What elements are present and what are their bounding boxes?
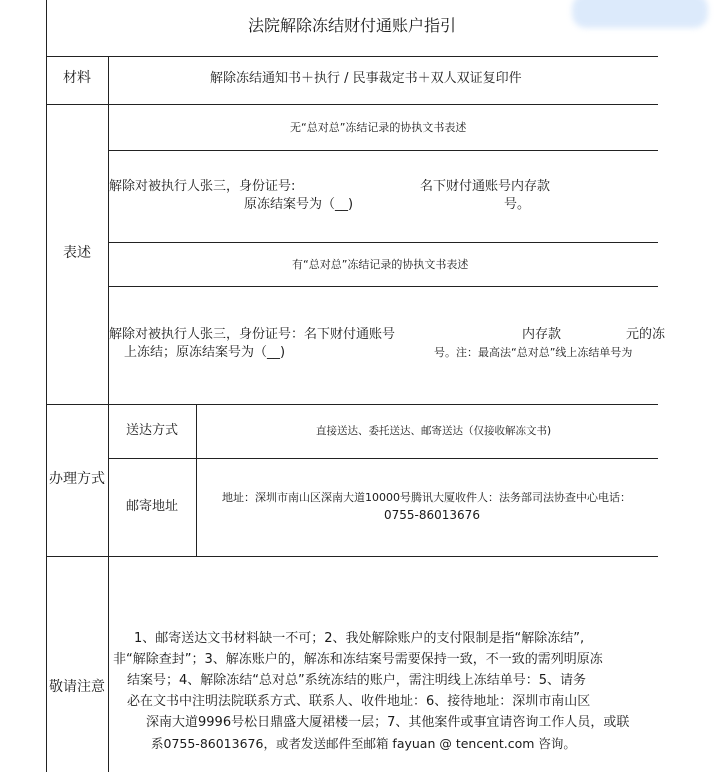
notice-line-5: 深南大道9996号松日鼎盛大厦裙楼一层；7、其他案件或事宜请咨询工作人员，或联 bbox=[146, 715, 630, 730]
notice-line-2: 非“解除查封”；3、解冻账户的，解冻和冻结案号需要保持一致，不一致的需列明原冻 bbox=[113, 652, 603, 667]
case1-header-bottom bbox=[108, 150, 658, 151]
address-line1: 地址：深圳市南山区深南大道10000号腾讯大厦收件人：法务部司法协查中心电话： bbox=[222, 491, 631, 504]
notice-line-1: 1、邮寄送达文书材料缺一不可；2、我处解除账户的支付限制是指“解除冻结”, bbox=[134, 631, 585, 646]
table-border-left bbox=[46, 0, 47, 772]
case1-line2-b: 号。 bbox=[504, 197, 531, 212]
statement-bottom-border bbox=[46, 404, 658, 405]
column-divider-2 bbox=[196, 404, 197, 556]
notice-label: 敬请注意 bbox=[49, 679, 105, 695]
case2-header-bottom bbox=[108, 286, 658, 287]
case1-line1-a: 解除对被执行人张三，身份证号: bbox=[109, 179, 296, 194]
materials-value: 解除冻结通知书＋执行 / 民事裁定书＋双人双证复印件 bbox=[210, 71, 522, 86]
handling-label: 办理方式 bbox=[49, 471, 105, 487]
address-line2: 0755-86013676 bbox=[384, 508, 480, 522]
case2-line2-a: 上冻结；原冻结案号为（__) bbox=[124, 345, 286, 360]
case2-header: 有“总对总”冻结记录的协执文书表述 bbox=[292, 258, 469, 271]
case1-line2-a: 原冻结案号为（__) bbox=[244, 197, 354, 212]
case1-header: 无“总对总”冻结记录的协执文书表述 bbox=[290, 121, 467, 134]
notice-line-6: 系0755-86013676，或者发送邮件至邮箱 fayuan @ tencent.com 咨询。 bbox=[151, 736, 576, 751]
statement-label: 表述 bbox=[63, 245, 91, 261]
delivery-label: 送达方式 bbox=[125, 423, 178, 438]
column-divider-1 bbox=[108, 56, 109, 772]
case2-line1-c: 元的冻 bbox=[626, 327, 666, 342]
notice-line-3: 结案号；4、解除冻结“总对总”系统冻结的账户，需注明线上冻结单号：5、请务 bbox=[127, 673, 587, 688]
notice-line-4: 必在文书中注明法院联系方式、联系人、收件地址：6、接待地址：深圳市南山区 bbox=[127, 694, 591, 709]
case1-bottom bbox=[108, 242, 658, 243]
case2-line1-a: 解除对被执行人张三，身份证号：名下财付通账号 bbox=[109, 327, 396, 342]
materials-label: 材料 bbox=[63, 70, 91, 86]
case2-line1-b: 内存款 bbox=[522, 327, 562, 342]
materials-bottom-border bbox=[46, 104, 658, 105]
case1-line1-b: 名下财付通账号内存款 bbox=[420, 179, 551, 194]
title-bottom-border bbox=[46, 56, 658, 57]
case2-line2-b: 号。注：最高法“总对总”线上冻结单号为 bbox=[434, 346, 633, 359]
delivery-value: 直接送达、委托送达、邮寄送达（仅接收解冻文书) bbox=[316, 425, 552, 437]
delivery-bottom-border bbox=[108, 458, 658, 459]
address-label: 邮寄地址 bbox=[125, 499, 178, 514]
handling-bottom-border bbox=[46, 556, 658, 557]
page-title: 法院解除冻结财付通账户指引 bbox=[247, 16, 456, 35]
